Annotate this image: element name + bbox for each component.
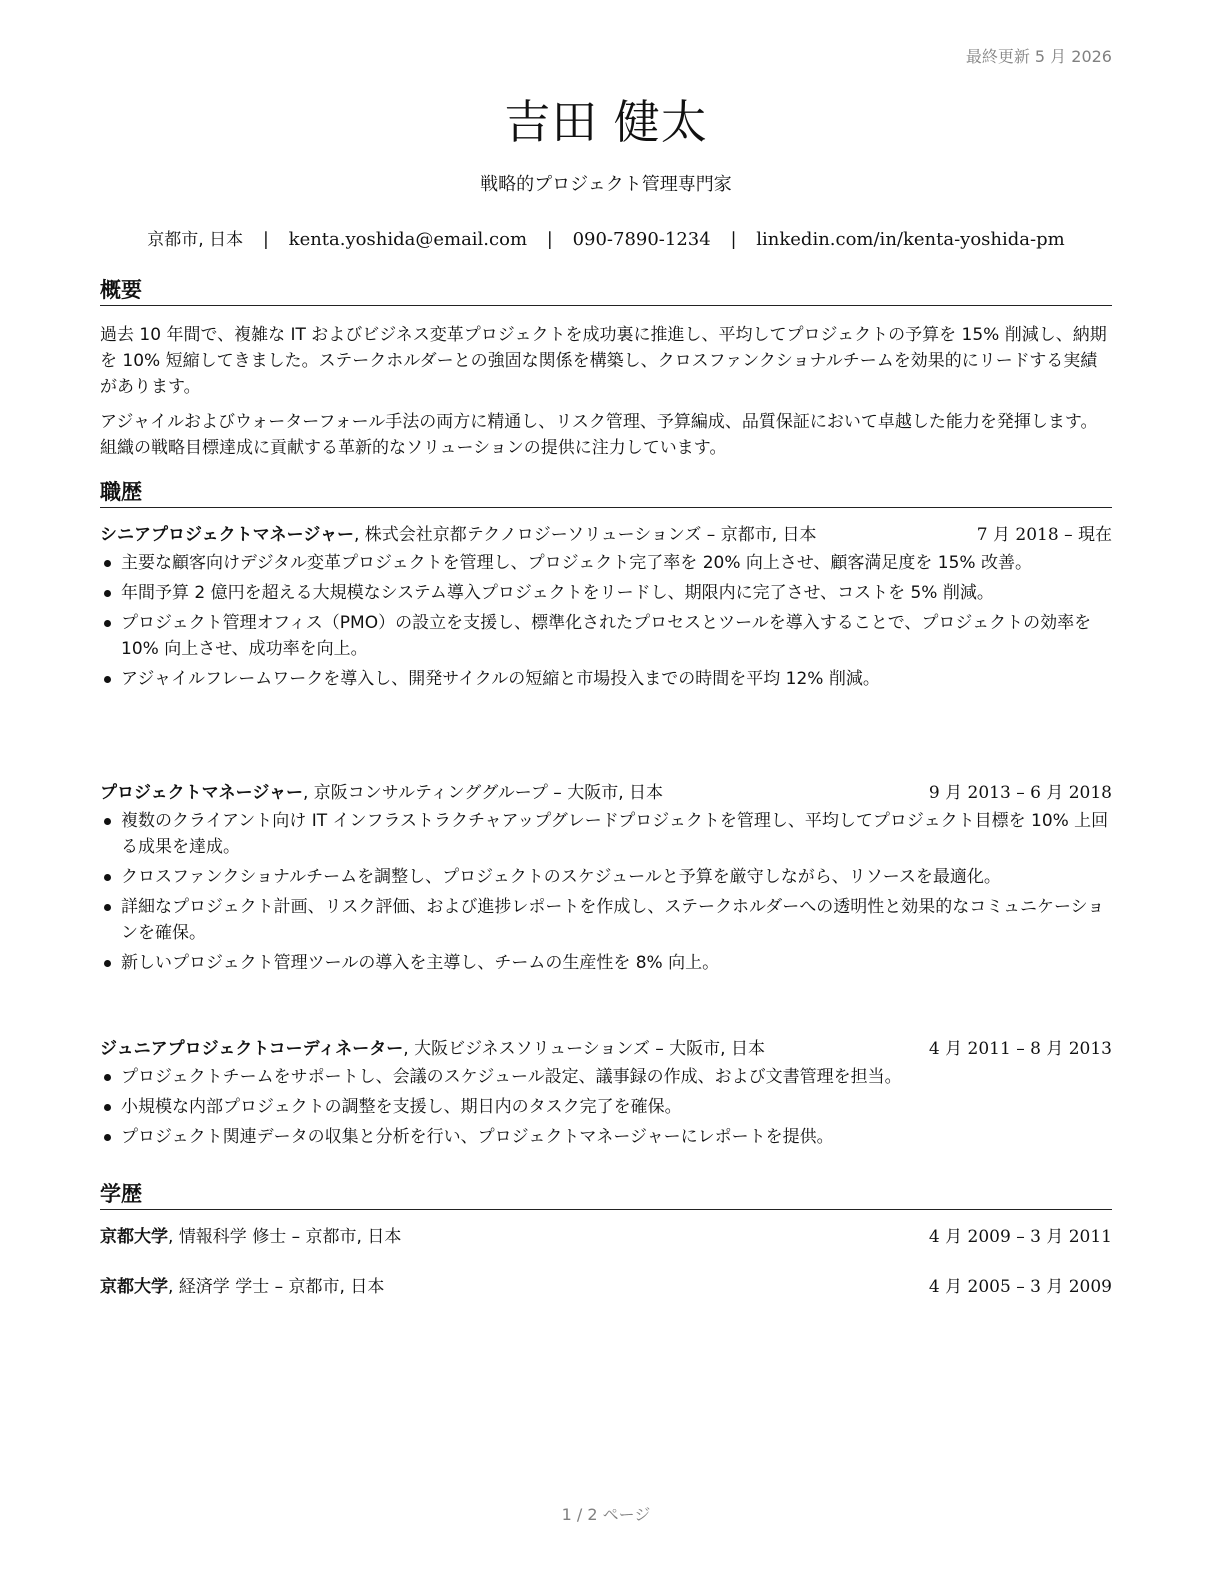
job-bullet: 新しいプロジェクト管理ツールの導入を主導し、チームの生産性を 8% 向上。 <box>100 950 1112 976</box>
job-header <box>100 780 1112 806</box>
education-school: 京都大学 <box>100 1227 168 1247</box>
job-dates: 7 月 2018 – 現在 <box>969 522 1112 548</box>
last-updated: 最終更新 5 月 2026 <box>965 47 1112 66</box>
job-entry <box>100 522 1112 696</box>
job-bullets <box>100 1064 1112 1150</box>
education-entry <box>100 1224 1112 1250</box>
job-header <box>100 1036 1112 1062</box>
summary-paragraph: アジャイルおよびウォーターフォール手法の両方に精通し、リスク管理、予算編成、品質保証において卓越した能力を発揮します。組織の戦略目標達成に貢献する革新的なソリューションの提供に注力しています。 <box>100 412 1098 458</box>
job-header <box>100 522 1112 548</box>
job-bullets <box>100 550 1112 692</box>
section-heading-experience: 職歴 <box>100 479 1112 508</box>
resume-page <box>100 0 1112 1584</box>
contact-location: 京都市, 日本 <box>147 230 244 250</box>
job-dates: 9 月 2013 – 6 月 2018 <box>921 780 1112 806</box>
job-bullet: 小規模な内部プロジェクトの調整を支援し、期日内のタスク完了を確保。 <box>100 1094 1112 1120</box>
job-bullet: 年間予算 2 億円を超える大規模なシステム導入プロジェクトをリードし、期限内に完了させ、コストを 5% 削減。 <box>100 580 1112 606</box>
education-dates: 4 月 2009 – 3 月 2011 <box>928 1227 1112 1247</box>
job-company: , 大阪ビジネスソリューションズ – 大阪市, 日本 <box>403 1039 765 1059</box>
job-bullet: 詳細なプロジェクト計画、リスク評価、および進捗レポートを作成し、ステークホルダーへの透明性と効果的なコミュニケーションを確保。 <box>100 894 1112 946</box>
education-entry <box>100 1274 1112 1300</box>
job-bullet: クロスファンクショナルチームを調整し、プロジェクトのスケジュールと予算を厳守しながら、リソースを最適化。 <box>100 864 1112 890</box>
job-bullet: アジャイルフレームワークを導入し、開発サイクルの短縮と市場投入までの時間を平均 12% 削減。 <box>100 666 1112 692</box>
job-bullet: プロジェクト関連データの収集と分析を行い、プロジェクトマネージャーにレポートを提供。 <box>100 1124 1112 1150</box>
job-bullets <box>100 808 1112 976</box>
contact-separator: | <box>262 229 269 250</box>
contact-phone: 090-7890-1234 <box>572 229 711 250</box>
job-entry <box>100 780 1112 980</box>
job-title: シニアプロジェクトマネージャー <box>100 525 354 545</box>
job-dates: 4 月 2011 – 8 月 2013 <box>921 1036 1112 1062</box>
education-detail: , 経済学 学士 – 京都市, 日本 <box>168 1277 385 1297</box>
job-company: , 株式会社京都テクノロジーソリューションズ – 京都市, 日本 <box>353 525 817 545</box>
contact-separator: | <box>730 229 737 250</box>
candidate-name: 吉田 健太 <box>504 95 708 149</box>
summary-paragraph: 過去 10 年間で、複雑な IT およびビジネス変革プロジェクトを成功裏に推進し、平均してプロジェクトの予算を 15% 削減し、納期を 10% 短縮してきました。ステークホルダーとの強固な関係を構築し、クロスファンクショナルチームを効果的にリードする実績があります。 <box>100 325 1107 397</box>
job-bullet: プロジェクトチームをサポートし、会議のスケジュール設定、議事録の作成、および文書管理を担当。 <box>100 1064 1112 1090</box>
contact-email[interactable]: kenta.yoshida@email.com <box>288 229 528 250</box>
job-entry <box>100 1036 1112 1154</box>
candidate-subtitle: 戦略的プロジェクト管理専門家 <box>480 174 732 195</box>
job-bullet: 複数のクライアント向け IT インフラストラクチャアップグレードプロジェクトを管理し、平均してプロジェクト目標を 10% 上回る成果を達成。 <box>100 808 1112 860</box>
education-dates: 4 月 2005 – 3 月 2009 <box>928 1277 1112 1297</box>
job-position <box>100 522 900 548</box>
job-bullet: 主要な顧客向けデジタル変革プロジェクトを管理し、プロジェクト完了率を 20% 向上させ、顧客満足度を 15% 改善。 <box>100 550 1112 576</box>
contact-line <box>100 225 1112 250</box>
section-heading-summary: 概要 <box>100 277 1112 306</box>
section-heading-education: 学歴 <box>100 1181 1112 1210</box>
contact-separator: | <box>546 229 553 250</box>
job-title: プロジェクトマネージャー <box>100 783 303 803</box>
job-position <box>100 1036 765 1062</box>
job-company: , 京阪コンサルティンググループ – 大阪市, 日本 <box>302 783 663 803</box>
education-school: 京都大学 <box>100 1277 168 1297</box>
contact-linkedin[interactable]: linkedin.com/in/kenta-yoshida-pm <box>756 229 1065 250</box>
page-number: 1 / 2 ページ <box>561 1505 651 1524</box>
education-detail: , 情報科学 修士 – 京都市, 日本 <box>168 1227 402 1247</box>
job-title: ジュニアプロジェクトコーディネーター <box>100 1039 404 1059</box>
job-bullet: プロジェクト管理オフィス（PMO）の設立を支援し、標準化されたプロセスとツールを導入することで、プロジェクトの効率を 10% 向上させ、成功率を向上。 <box>100 610 1112 662</box>
job-position <box>100 780 663 806</box>
